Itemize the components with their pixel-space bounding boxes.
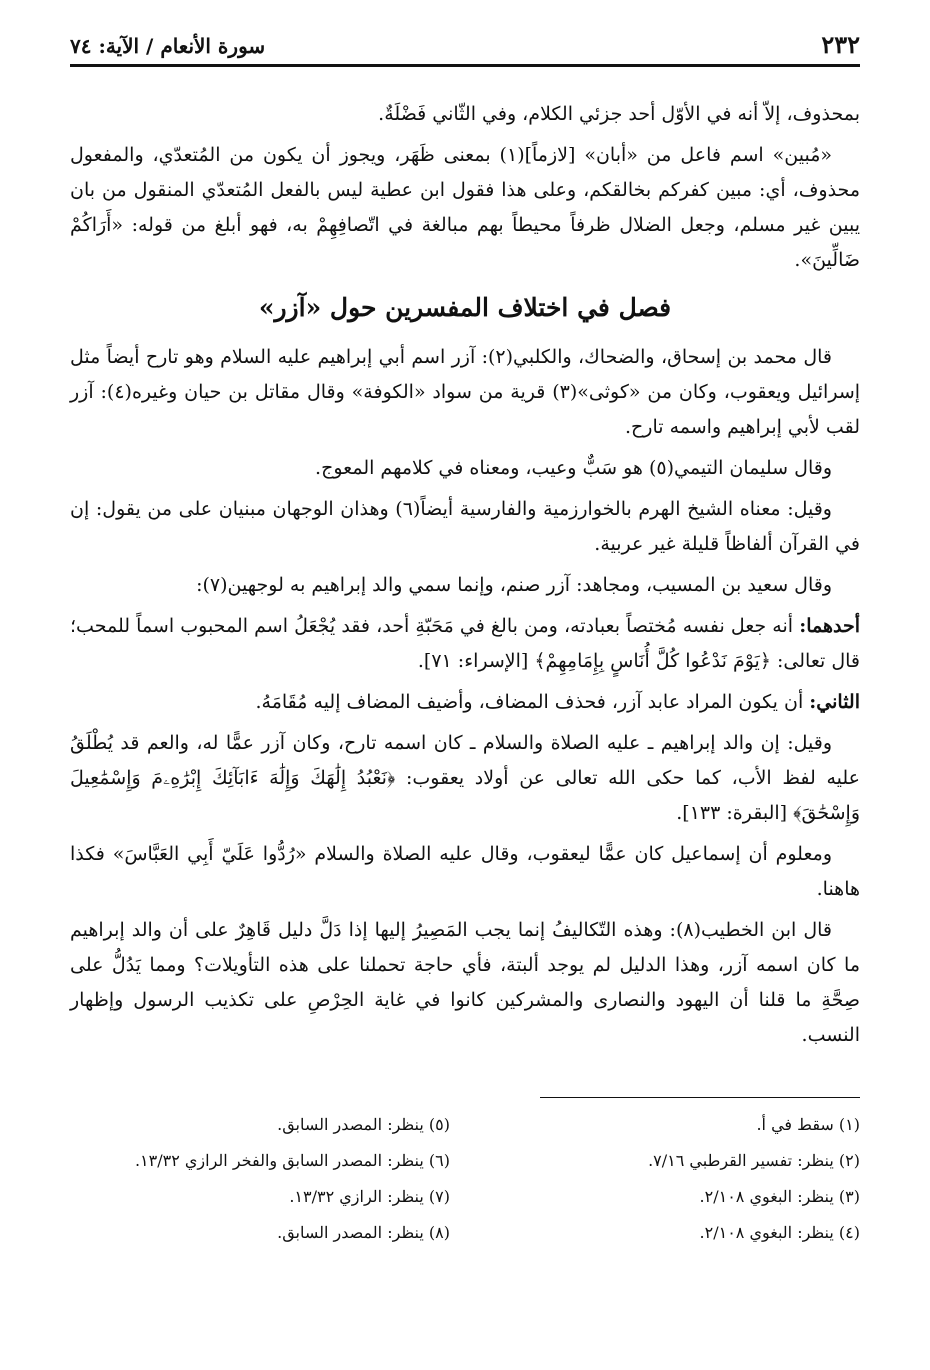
page [70,30,860,1250]
paragraph: وقال سعيد بن المسيب، ومجاهد: آزر صنم، وإنما سمي والد إبراهيم به لوجهين(٧): [196,574,832,596]
paragraph: قال ابن الخطيب(٨): وهذه التّكاليفُ إنما يجب المَصِيرُ إليها إذا دَلَّ دليل قَاهِرٌ على أن والد إبراهيم ما كان اسمه آزر، وهذا الدليل لم يوجد ألبتة، فأي حاجة تحملنا على هذه التأويلات؟ ومما يَدُلُّ على صِحَّةِ ما قلنا أن اليهود والنصارى والمشركين كانوا في غاية الحِرْصِ على تكذيب الرسول وإظهار النسب. [70,919,860,1046]
paragraph: وقال سليمان التيمي(٥) هو سَبٌّ وعيب، ومعناه في كلامهم المعوج. [315,457,832,479]
second-reason-paragraph [70,685,860,720]
surah-reference: سورة الأنعام / الآية: ٧٤ [70,34,266,58]
page-header [70,30,860,60]
first-reason-label: أحدهما: [799,615,860,637]
header-rule [70,64,860,67]
paragraph: قال محمد بن إسحاق، والضحاك، والكلبي(٢): آزر اسم أبي إبراهيم عليه السلام وهو تارح أيضاً مثل إسرائيل ويعقوب، وكان من «كوثى»(٣) قرية من سواد «الكوفة» وقال مقاتل بن حيان وغيره(٤): آزر لقب لأبي إبراهيم واسمه تارح. [70,346,861,438]
paragraph: وقيل: إن والد إبراهيم ـ عليه الصلاة والسلام ـ كان اسمه تارح، وكان آزر عمًّا له، والعم قد يُطْلَقُ عليه لفظ الأب، كما حكى الله تعالى عن أولاد يعقوب: ﴿نَعْبُدُ إِلَٰهَكَ وَإِلَٰهَ ءَابَآئِكَ إِبْرَٰهِۦمَ وَإِسْمَٰعِيلَ وَإِسْحَٰقَ﴾ [البقرة: ١٣٣]. [70,732,860,824]
second-reason-text: أن يكون المراد عابد آزر، فحذف المضاف، وأضيف المضاف إليه مُقَامَهُ. [255,691,804,713]
footnote: (٦) ينظر: المصدر السابق والفخر الرازي ١٣/٣٢. [134,1151,450,1170]
footnote: (١) سقط في أ. [756,1115,860,1134]
footnote-rule [540,1097,860,1098]
section-heading: فصل في اختلاف المفسرين حول «آزر» [258,293,672,322]
second-reason-label: الثاني: [809,691,860,713]
page-number: ٢٣٢ [821,30,860,59]
paragraph: «مُبين» اسم فاعل من «أبان» [لازماً](١) بمعنى ظَهَر، ويجوز أن يكون من المُتعدّي، والمفعول محذوف، أي: مبين كفركم بخالقكم، وعلى هذا فقول ابن عطية ليس بالفعل المُتعدّي المنقول من بان يبين غير مسلم، وجعل الضلال ظرفاً محيطاً بهم مبالغة في اتّصافِهِمْ به، فهو أبلغ من قوله: «أَرَاكُمْ ضَالِّينَ». [70,144,860,271]
footnotes [70,1108,860,1250]
footnote: (٣) ينظر: البغوي ٢/١٠٨. [699,1187,860,1206]
paragraph: بمحذوف، إلاّ أنه في الأوّل أحد جزئي الكلام، وفي الثّاني فَضْلَةٌ. [378,103,860,125]
paragraph: وقيل: معناه الشيخ الهرم بالخوارزمية والفارسية أيضاً(٦) وهذان الوجهان مبنيان على من يقول: إن في القرآن ألفاظاً قليلة غير عربية. [70,498,860,555]
footnote: (٤) ينظر: البغوي ٢/١٠٨. [699,1223,860,1242]
footnote: (٢) ينظر: تفسير القرطبي ٧/١٦. [648,1151,860,1170]
paragraph: ومعلوم أن إسماعيل كان عمًّا ليعقوب، وقال عليه الصلاة والسلام «رُدُّوا عَلَيّ أَبِي العَبَّاسَ» فكذا هاهنا. [70,843,860,900]
footnote: (٨) ينظر: المصدر السابق. [277,1223,450,1242]
footnote: (٧) ينظر: الرازي ١٣/٣٢. [289,1187,450,1206]
first-reason-paragraph [70,609,860,679]
footnote: (٥) ينظر: المصدر السابق. [277,1115,450,1134]
first-reason-text: أنه جعل نفسه مُختصاً بعبادته، ومن بالغ في مَحَبّةِ أحد، فقد يُجْعَلُ اسم المحبوب اسماً للمحب؛ قال تعالى: ﴿يَوْمَ نَدْعُوا كُلَّ أُنَاسٍ بِإِمَامِهِمْ﴾ [الإسراء: ٧١]. [70,615,860,672]
